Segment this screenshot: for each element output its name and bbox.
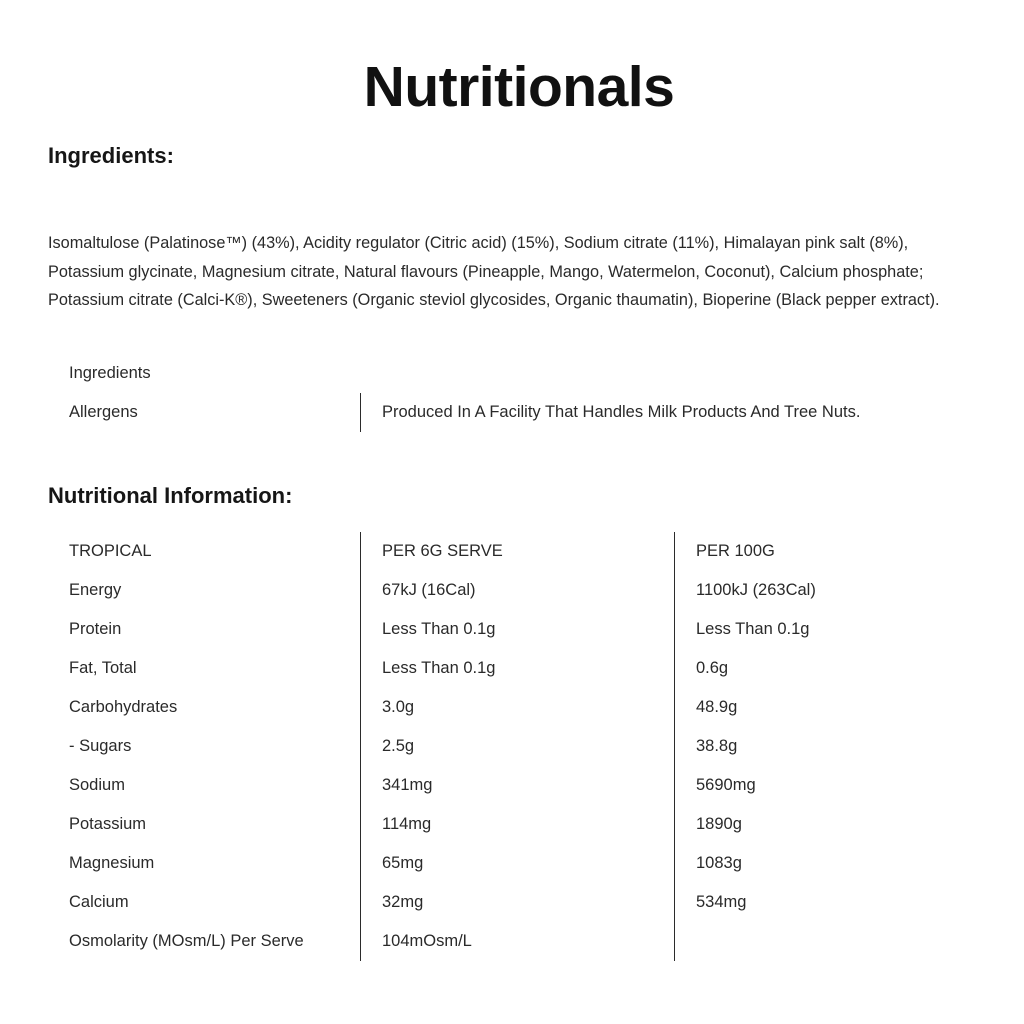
ingredients-heading: Ingredients: [48, 143, 174, 168]
nutrition-row-per-serve: 341mg [382, 776, 433, 794]
nutrition-heading: Nutritional Information: [48, 483, 293, 508]
nutrition-row-label: Magnesium [69, 854, 155, 872]
nutrition-row-label: Potassium [69, 815, 147, 833]
nutrition-row-label: - Sugars [69, 737, 132, 755]
nutrition-row-per-serve: 2.5g [382, 737, 415, 755]
allergens-row-label: Allergens [69, 403, 138, 421]
nutrition-row-per-serve: Less Than 0.1g [382, 659, 496, 677]
nutrition-row-label: Carbohydrates [69, 698, 178, 716]
nutrition-header-per-100g: PER 100G [696, 542, 775, 560]
nutrition-row-per-serve: 67kJ (16Cal) [382, 581, 476, 599]
ingredients-row-label: Ingredients [69, 364, 151, 382]
allergens-row-value: Produced In A Facility That Handles Milk Products And Tree Nuts. [382, 403, 861, 421]
nutrition-header-label: TROPICAL [69, 542, 152, 560]
nutrition-row-per-100g: 0.6g [696, 659, 729, 677]
nutrition-row-per-100g: 38.8g [696, 737, 738, 755]
nutrition-row-per-serve: 32mg [382, 893, 424, 911]
nutrition-row-per-serve: 114mg [382, 815, 432, 833]
nutrition-table-divider-1 [360, 532, 361, 961]
nutrition-row-label: Calcium [69, 893, 129, 911]
nutrition-row-label: Protein [69, 620, 122, 638]
ingredients-table-divider [360, 393, 361, 432]
nutrition-row-label: Sodium [69, 776, 125, 794]
nutrition-row-per-serve: 104mOsm/L [382, 932, 472, 950]
nutrition-header-per-serve: PER 6G SERVE [382, 542, 503, 560]
nutrition-row-label: Energy [69, 581, 122, 599]
nutrition-row-per-100g: 48.9g [696, 698, 738, 716]
ingredients-text: Isomaltulose (Palatinose™) (43%), Acidity regulator (Citric acid) (15%), Sodium citrate (11%), Himalayan pink salt (8%), Potassium glycinate, Magnesium citrate, Natural flavours (Pineapple, Mango, Watermelon, Coconut), Calcium phosphate; Potassium citrate (Calci-K®), Sweeteners (Organic steviol glycosides, Organic thaumatin), Bioperine (Black pepper extract). [48, 234, 940, 310]
nutrition-row-per-100g: 534mg [696, 893, 747, 911]
nutrition-row-label: Osmolarity (MOsm/L) Per Serve [69, 932, 304, 950]
page-title: Nutritionals [363, 55, 675, 119]
nutrition-row-label: Fat, Total [69, 659, 137, 677]
nutrition-row-per-100g: Less Than 0.1g [696, 620, 810, 638]
nutrition-row-per-100g: 1083g [696, 854, 742, 872]
nutrition-row-per-100g: 1890g [696, 815, 742, 833]
nutrition-table-divider-2 [674, 532, 675, 961]
nutrition-row-per-100g: 1100kJ (263Cal) [696, 581, 816, 599]
nutrition-row-per-serve: Less Than 0.1g [382, 620, 496, 638]
nutrition-row-per-100g: 5690mg [696, 776, 756, 794]
nutrition-row-per-serve: 65mg [382, 854, 424, 872]
nutrition-row-per-serve: 3.0g [382, 698, 415, 716]
